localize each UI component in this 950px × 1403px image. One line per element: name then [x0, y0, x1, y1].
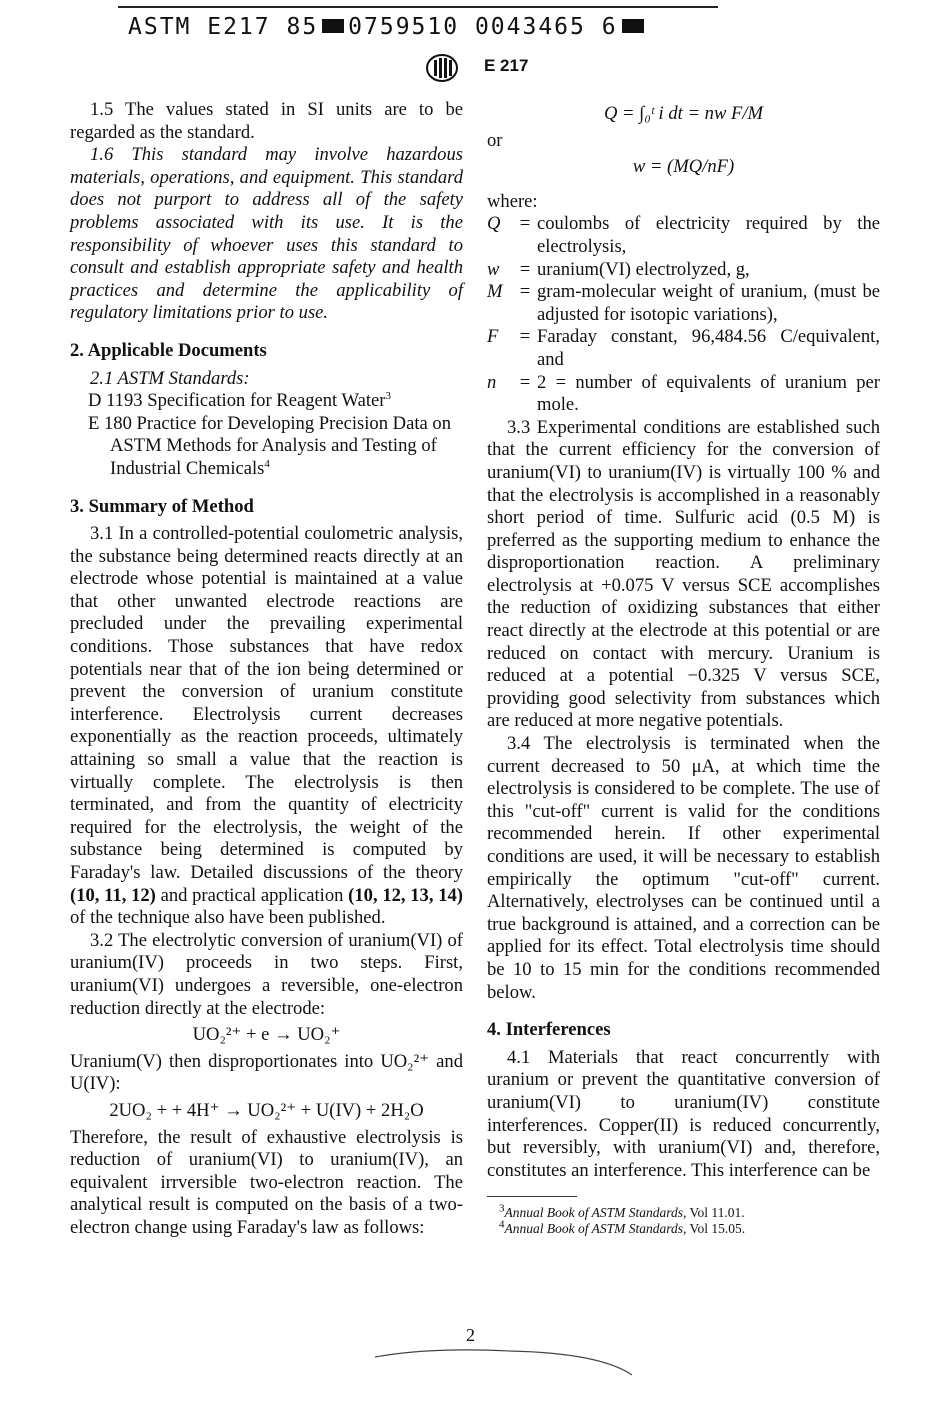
left-column: [70, 99, 463, 1240]
paragraph-1-6: 1.6 This standard may involve hazardous materials, operations, and equipment. This standard does not purport to address all of the safety problems associated with its use. It is the responsibility of whoever uses this standard to consult and establish appropriate safety and health practices and determine the applicability of regulatory limitations prior to use.: [70, 144, 463, 324]
variable-row: F = Faraday constant, 96,484.56 C/equivalent, and: [487, 326, 880, 370]
heading-summary-of-method: 3. Summary of Method: [70, 495, 254, 517]
heading-interferences: 4. Interferences: [487, 1019, 611, 1041]
header-code-left: ASTM E217 85: [128, 14, 319, 40]
reference-e180: E 180 Practice for Developing Precision Data on ASTM Methods for Analysis and Testing of Industrial Chemicals$^4$: [88, 412, 451, 479]
right-column: [487, 99, 880, 1237]
paragraph-3-2: 3.2 The electrolytic conversion of uranium(VI) of uranium(IV) proceeds in two steps. First, uranium(VI) undergoes a reversible, one-electron reduction directly at the electrode:: [70, 929, 463, 1019]
paragraph-4-1: 4.1 Materials that react concurrently with uranium or prevent the quantitative conversion of uranium(VI) to uranium(IV) constitute interferences. Copper(II) is reduced concurrently, but reversibly, with uranium(VI) and, therefore, constitutes an interference. This interference can be: [487, 1046, 880, 1181]
paragraph-3-4: 3.4 The electrolysis is terminated when the current decreased to 50 μA, at which time the electrolysis is considered to be complete. The use of this "cut-off" current is valid for the conditions recommended herein. If other experimental conditions are used, it will be necessary to establish empirically the optimum "cut-off" current. Alternatively, electrolyses can be continued until a true background is attained, and a correction can be applied for its effect. Total electrolysis time should be 10 to 15 min for the conditions recommended below.: [487, 733, 880, 1003]
paragraph-1-5: 1.5 The values stated in SI units are to be regarded as the standard.: [70, 99, 463, 143]
designation: E 217: [484, 56, 529, 75]
variable-row: n = 2 = number of equivalents of uranium per mole.: [487, 371, 880, 416]
equation-weight: w = (MQ/nF): [632, 156, 735, 178]
header-code-right: 0759510 0043465 6: [348, 14, 618, 40]
astm-logo-icon: [425, 54, 459, 82]
heading-applicable-documents: 2. Applicable Documents: [70, 339, 267, 361]
paragraph-3-2-result: Therefore, the result of exhaustive electrolysis is reduction of uranium(VI) to uranium(IV), an equivalent irrversible two-electron reaction. The analytical result is computed on the basis of a two-electron change using Faraday's law as follows:: [70, 1126, 463, 1238]
equation-reduction: UO₂²⁺ + e → UO₂⁺: [192, 1024, 341, 1046]
footnote-rule: [487, 1196, 577, 1197]
page-number: 2: [466, 1325, 475, 1345]
scan-artifact: [370, 1345, 640, 1385]
variable-row: w = uranium(VI) electrolyzed, g,: [487, 258, 750, 280]
paragraph-3-3: 3.3 Experimental conditions are established such that the current efficiency for the conversion of uranium(VI) to uranium(IV) is virtually 100 % and that the electrolysis is accomplished in a reasonably short period of time. Sulfuric acid (0.5 M) is preferred as the supporting medium to enhance the disproportionation reaction. A preliminary electrolysis at +0.075 V versus SCE accomplishes the reduction of oxidizing substances that either react directly at the electrode at this potential or are reduced on contact with mercury. Uranium is reduced at a potential −0.325 V versus SCE, providing good selectivity from substances which are reduced at more negative potentials.: [487, 416, 880, 732]
variable-row: Q = coulombs of electricity required by the electrolysis,: [487, 213, 880, 257]
paragraph-3-2-continued: Uranium(V) then disproportionates into UO₂²⁺ and U(IV):: [70, 1050, 463, 1095]
paragraph-2-1: 2.1 ASTM Standards:: [90, 367, 250, 389]
reference-d1193: D 1193 Specification for Reagent Water$^3$: [88, 389, 391, 412]
or-text: or: [487, 129, 503, 151]
top-rule: [118, 6, 718, 8]
equation-disproportionation: 2UO₂ + + 4H⁺ → UO₂²⁺ + U(IV) + 2H₂O: [109, 1099, 424, 1121]
block-mark: [622, 19, 644, 33]
where-label: where:: [487, 190, 538, 212]
astm-logo: [425, 54, 459, 82]
block-mark: [322, 19, 344, 33]
footnote-3: $^3$Annual Book of ASTM Standards, Vol 11.01.: [499, 1202, 745, 1221]
footnote-4: $^4$Annual Book of ASTM Standards, Vol 15.05.: [499, 1218, 746, 1237]
header-code: [128, 14, 708, 40]
equation-charge: Q = ∫₀ᵗ i dt = nw F/M: [603, 103, 764, 124]
variable-row: M = gram-molecular weight of uranium, (must be adjusted for isotopic variations),: [487, 281, 880, 325]
paragraph-3-1: 3.1 In a controlled-potential coulometric analysis, the substance being determined reacts directly at an electrode whose potential is maintained at a value that other unwanted electrode reactions are precluded under the prevailing experimental conditions. Those substances that have redox potentials near that of the ion being determined or prevent the conversion of uranium constitute interference. Electrolysis current decreases exponentially as the reaction proceeds, ultimately attaining so small a value that the reaction is virtually complete. The electrolysis is then terminated, and from the quantity of electricity required for the electrolysis, the weight of the substance being determined is computed by Faraday's law. Detailed discussions of the theory (10, 11, 12) and practical application (10, 12, 13, 14) of the technique also have been published.: [70, 523, 463, 929]
